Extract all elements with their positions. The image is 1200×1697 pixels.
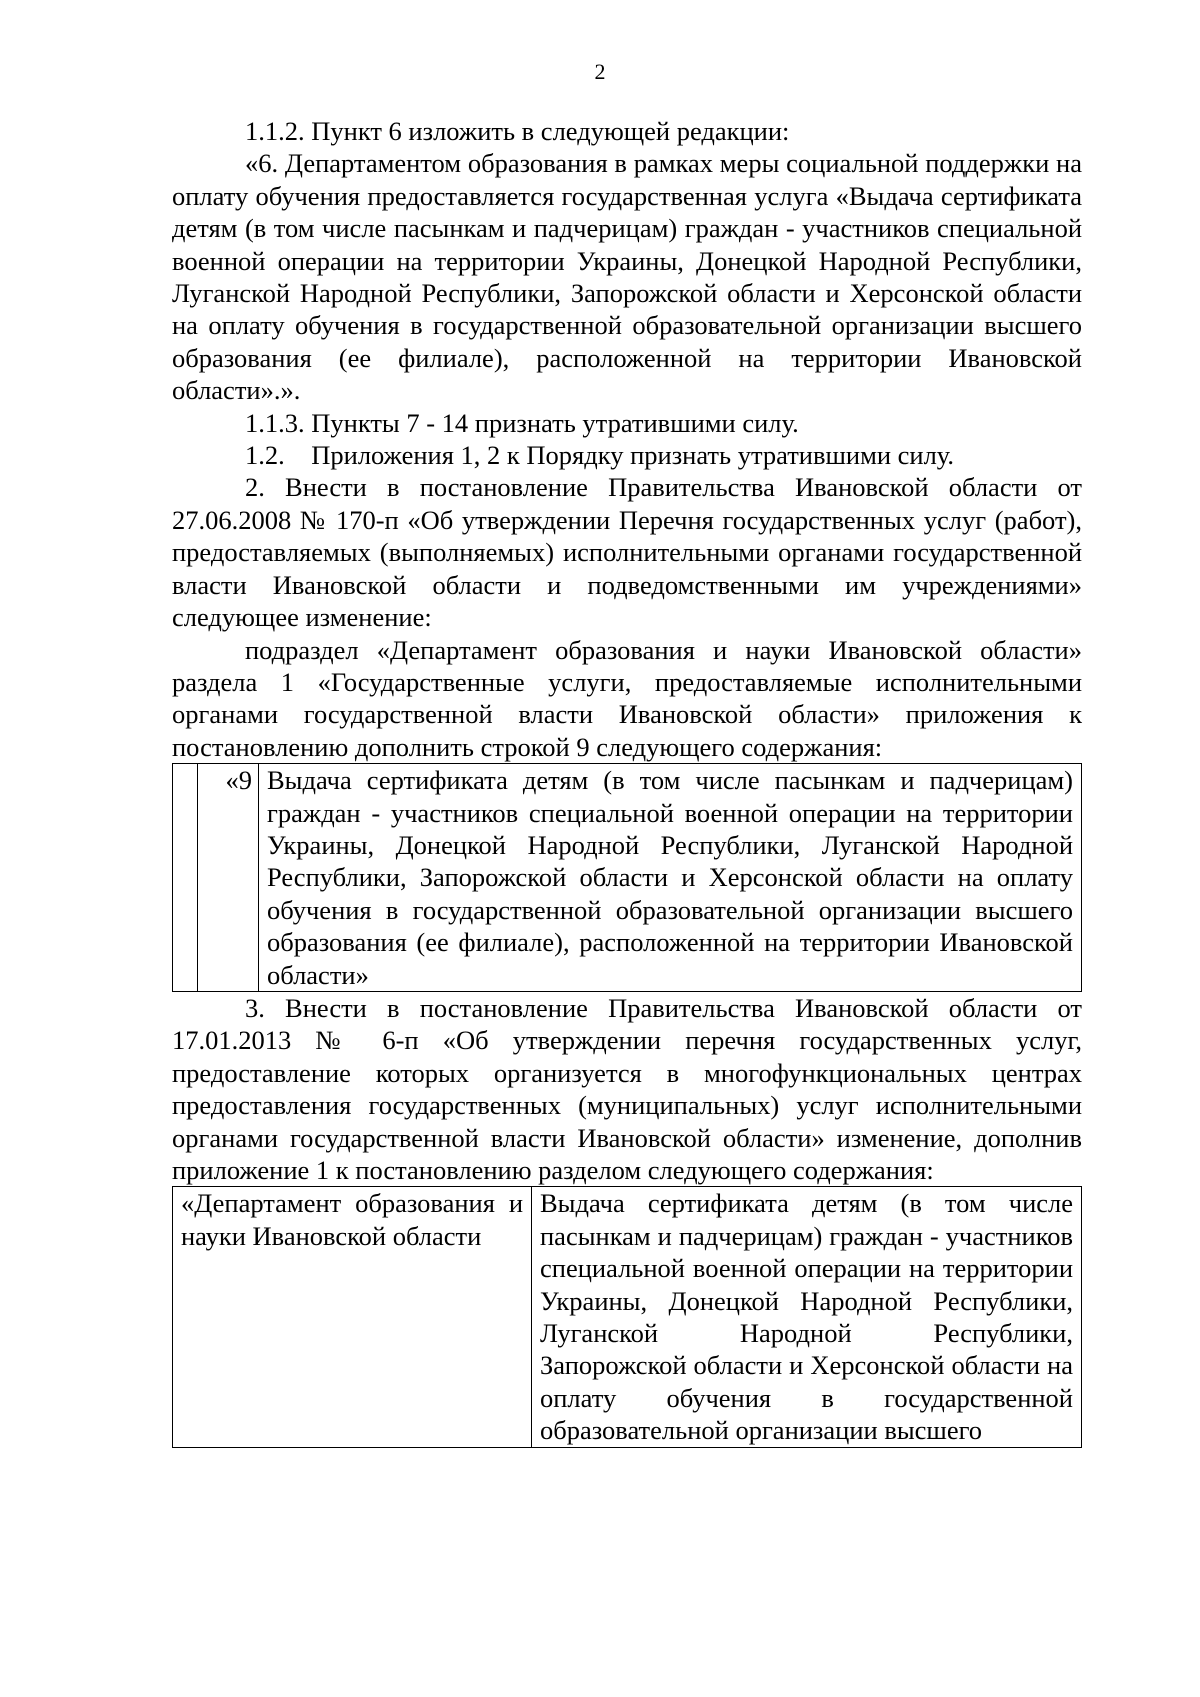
service-list-table — [172, 763, 1082, 992]
page-number: 2 — [594, 59, 606, 84]
table-row — [173, 1187, 1082, 1447]
service-name-cell: Выдача сертификата детям (в том числе пасынкам и падчерицам) граждан - участников специальной военной операции на территории Украины, Донецкой Народной Республики, Луганской Народной Республики, Запорожской области и Херсонской области на оплату обучения в государственной образовательной организации высшего — [532, 1187, 1082, 1447]
paragraph-1-2: 1.2. Приложения 1, 2 к Порядку признать утратившими силу. — [245, 440, 955, 471]
paragraph-subsection: подраздел «Департамент образования и науки Ивановской области» раздела 1 «Государственные услуги, предоставляемые исполнительными органами государственной власти Ивановской области» приложения к постановлению дополнить строкой 9 следующего содержания: — [172, 634, 1082, 762]
paragraph-3: 3. Внести в постановление Правительства Ивановской области от 17.01.2013 № 6-п «Об утверждении перечня государственных услуг, предоставление которых организуется в многофункциональных центрах предоставления государственных (муниципальных) услуг исполнительными органами государственной власти Ивановской области» изменение, дополнив приложение 1 к постановлению разделом следующего содержания: — [172, 992, 1082, 1185]
row-number-cell: «9 — [198, 764, 259, 992]
department-cell: «Департамент образования и науки Ивановской области — [173, 1187, 532, 1447]
table-cell-empty — [173, 764, 198, 992]
table-row — [173, 764, 1082, 992]
paragraph-1-1-2: 1.1.2. Пункт 6 изложить в следующей редакции: — [245, 116, 790, 146]
paragraph-2: 2. Внести в постановление Правительства Ивановской области от 27.06.2008 № 170-п «Об утверждении Перечня государственных услуг (работ), предоставляемых (выполняемых) исполнительными органами государственной власти Ивановской области и подведомственными им учреждениями» следующее изменение: — [172, 472, 1082, 633]
paragraph-item-6: «6. Департаментом образования в рамках меры социальной поддержки на оплату обучения предоставляется государственная услуга «Выдача сертификата детям (в том числе пасынкам и падчерицам) граждан - участников специальной военной операции на территории Украины, Донецкой Народной Республики, Луганской Народной Республики, Запорожской области и Херсонской области на оплату обучения в государственной образовательной организации высшего образования (ее филиале), расположенной на территории Ивановской области».». — [172, 148, 1082, 406]
paragraph-1-1-3: 1.1.3. Пункты 7 - 14 признать утратившими силу. — [245, 407, 799, 438]
document-body — [172, 115, 1082, 1448]
service-name-cell: Выдача сертификата детям (в том числе пасынкам и падчерицам) граждан - участников специальной военной операции на территории Украины, Донецкой Народной Республики, Луганской Народной Республики, Запорожской области и Херсонской области на оплату обучения в государственной образовательной организации высшего образования (ее филиале), расположенной на территории Ивановской области» — [259, 764, 1082, 992]
mfc-service-table — [172, 1186, 1082, 1447]
